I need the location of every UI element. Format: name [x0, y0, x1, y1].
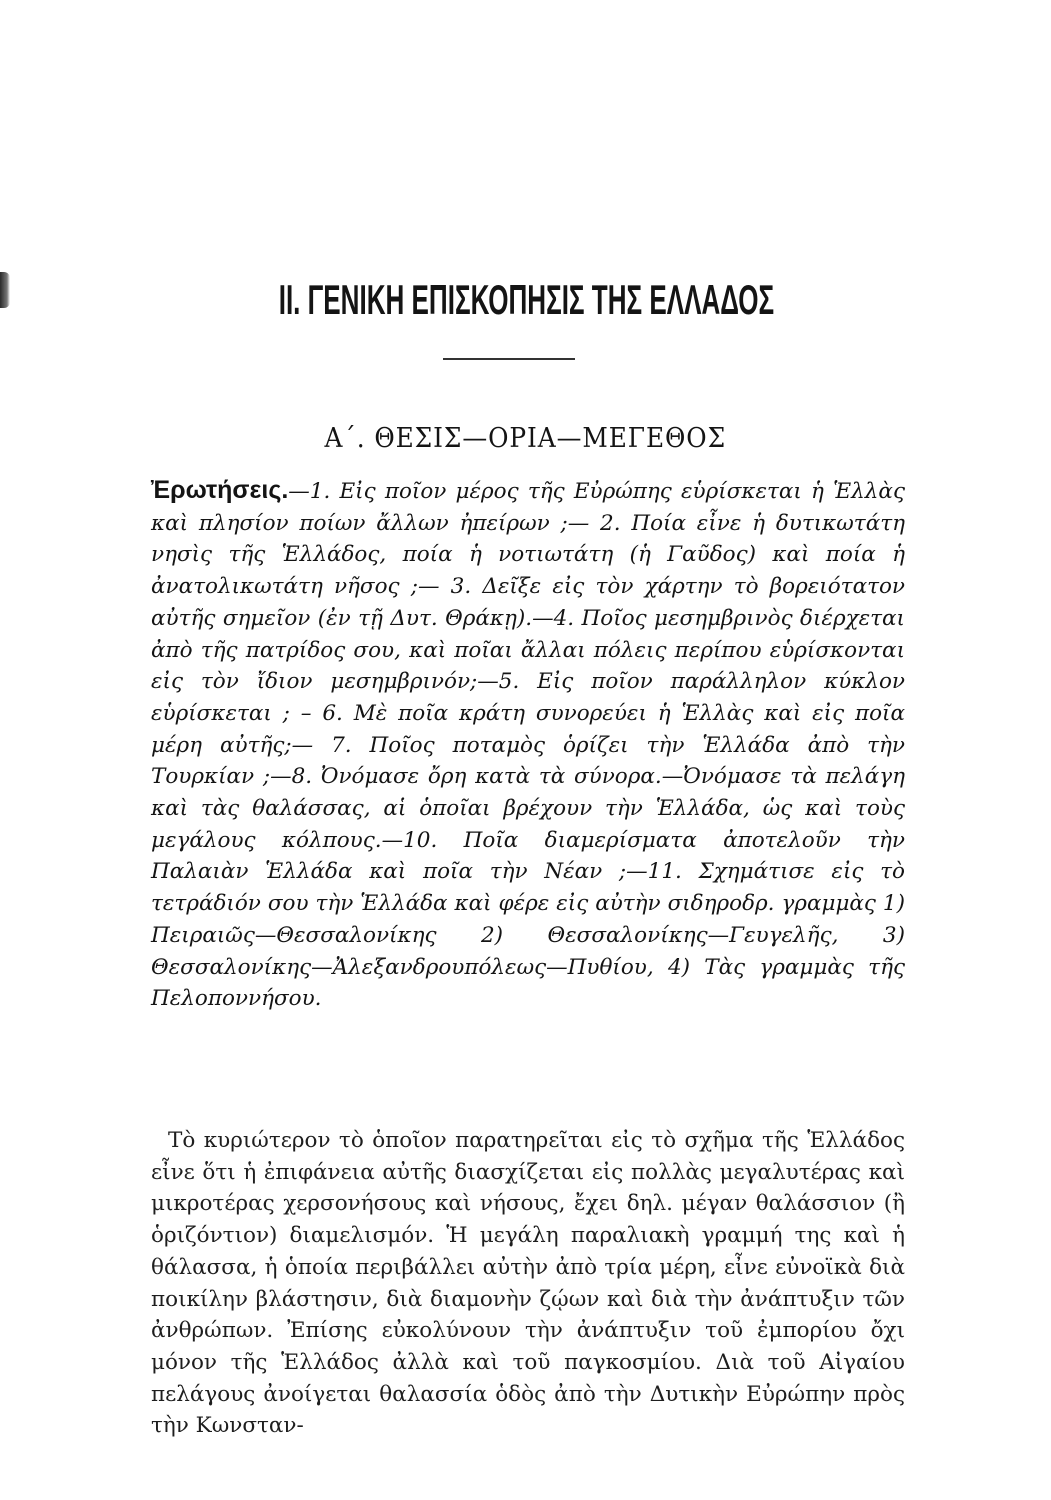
body-paragraph: Τὸ κυριώτερον τὸ ὁποῖον παρατηρεῖται εἰς τὸ σχῆμα τῆς Ἑλλάδος εἶνε ὅτι ἡ ἐπιφάνεια αὐτῆς διασχίζεται εἰς πολλὰς μεγαλυτέρας καὶ μικροτέρας χερσονήσους καὶ νήσους, ἔχει δηλ. μέγαν θαλάσσιον (ἢ ὁριζόντιον) διαμελισμόν. Ἡ μεγάλη παραλιακὴ γραμμή της καὶ ἡ θάλασσα, ἡ ὁποία περιβάλλει αὐτὴν ἀπὸ τρία μέρη, εἶνε εὐνοϊκὰ διὰ ποικίλην βλάστησιν, διὰ διαμονὴν ζῴων καὶ διὰ τὴν ἀνάπτυξιν τῶν ἀνθρώπων. Ἐπίσης εὐκολύνουν τὴν ἀνάπτυξιν τοῦ ἐμπορίου ὄχι μόνον τῆς Ἑλλάδος ἀλλὰ καὶ τοῦ παγκοσμίου. Διὰ τοῦ Αἰγαίου πελάγους ἀνοίγεται θαλασσία ὁδὸς ἀπὸ τὴν Δυτικὴν Εὐρώπην πρὸς τὴν Κωνσταν-: [151, 1128, 905, 1439]
title-divider: [443, 358, 575, 360]
page-edge-mark: [0, 272, 10, 308]
chapter-title: ΙΙ. ΓΕΝΙΚΗ ΕΠΙΣΚΟΠΗΣΙΣ ΤΗΣ ΕΛΛΑΔΟΣ: [278, 276, 775, 323]
body-text-block: [151, 1125, 905, 1442]
questions-text: —1. Εἰς ποῖον μέρος τῆς Εὐρώπης εὑρίσκεται ἡ Ἑλλὰς καὶ πλησίον ποίων ἄλλων ἠπείρων ;— 2. Ποία εἶνε ἡ δυτικωτάτη νησὶς τῆς Ἑλλάδος, ποία ἡ νοτιωτάτη (ἡ Γαῦδος) καὶ ποία ἡ ἀνατολικωτάτη νῆσος ;— 3. Δεῖξε εἰς τὸν χάρτην τὸ βορειότατον αὐτῆς σημεῖον (ἐν τῇ Δυτ. Θράκῃ).—4. Ποῖος μεσημβρινὸς διέρχεται ἀπὸ τῆς πατρίδος σου, καὶ ποῖαι ἄλλαι πόλεις περίπου εὑρίσκονται εἰς τὸν ἴδιον μεσημβρινόν;—5. Εἰς ποῖον παράλληλον κύκλον εὑρίσκεται ; – 6. Μὲ ποῖα κράτη συνορεύει ἡ Ἑλλὰς καὶ εἰς ποῖα μέρη αὐτῆς;— 7. Ποῖος ποταμὸς ὁρίζει τὴν Ἑλλάδα ἀπὸ τὴν Τουρκίαν ;—8. Ὀνόμασε ὄρη κατὰ τὰ σύνορα.—Ὀνόμασε τὰ πελάγη καὶ τὰς θαλάσσας, αἱ ὁποῖαι βρέχουν τὴν Ἑλλάδα, ὡς καὶ τοὺς μεγάλους κόλπους.—10. Ποῖα διαμερίσματα ἀποτελοῦν τὴν Παλαιὰν Ἑλλάδα καὶ ποῖα τὴν Νέαν ;—11. Σχημάτισε εἰς τὸ τετράδιόν σου τὴν Ἑλλάδα καὶ φέρε εἰς αὐτὴν σιδηροδρ. γραμμὰς 1) Πειραιῶς—Θεσσαλονίκης 2) Θεσσαλονίκης—Γευγελῆς, 3) Θεσσαλονίκης—Ἀλεξανδρουπόλεως—Πυθίου, 4) Τὰς γραμμὰς τῆς Πελοποννήσου.: [151, 479, 905, 1012]
questions-label: Ἐρωτήσεις.: [151, 476, 289, 504]
questions-block: [151, 475, 905, 1015]
section-heading: Α΄. ΘΕΣΙΣ—ΟΡΙΑ—ΜΕΓΕΘΟΣ: [324, 423, 727, 454]
